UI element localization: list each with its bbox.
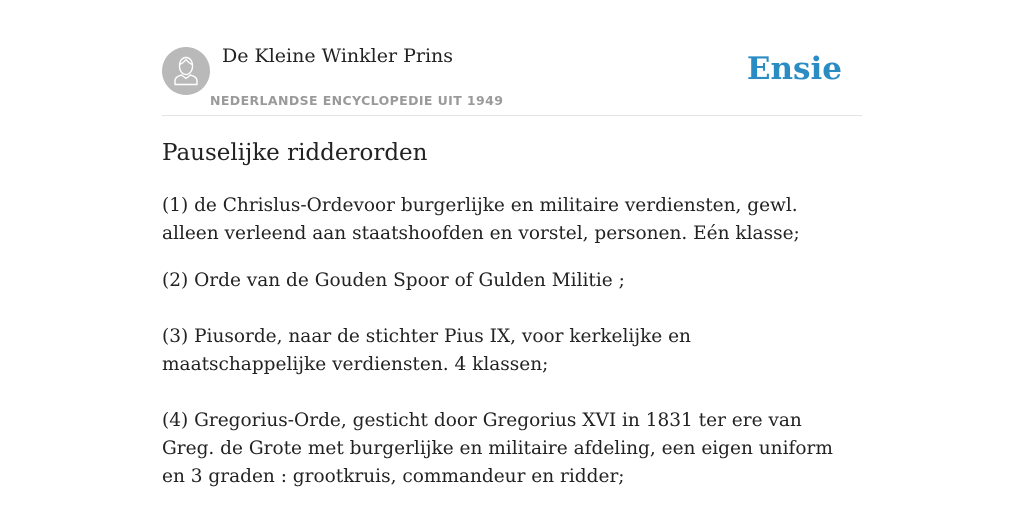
header [162, 0, 862, 116]
paragraph-3: (3) Piusorde, naar de stichter Pius IX, voor kerkelijke en maatschappelijke verdiensten. 4 klassen; [162, 326, 691, 375]
brand-logo[interactable]: Ensie [746, 51, 842, 87]
source-avatar[interactable] [162, 47, 210, 95]
paragraph-4: (4) Gregorius-Orde, gesticht door Gregorius XVI in 1831 ter ere van Greg. de Grote met burgerlijke en militaire afdeling, een eigen uniform en 3 graden : grootkruis, commandeur en ridder; [162, 410, 833, 487]
paragraph-2: (2) Orde van de Gouden Spoor of Gulden Militie ; [162, 270, 625, 291]
user-placeholder-icon [162, 47, 210, 95]
source-title[interactable]: De Kleine Winkler Prins [222, 45, 454, 67]
source-subtitle: NEDERLANDSE ENCYCLOPEDIE UIT 1949 [210, 93, 504, 108]
article-title: Pauselijke ridderorden [162, 140, 428, 166]
paragraph-1: (1) de Chrislus-Ordevoor burgerlijke en militaire verdiensten, gewl. alleen verleend aan staatshoofden en vorstel, personen. Eén klasse; [162, 195, 800, 244]
article-body [162, 192, 842, 491]
